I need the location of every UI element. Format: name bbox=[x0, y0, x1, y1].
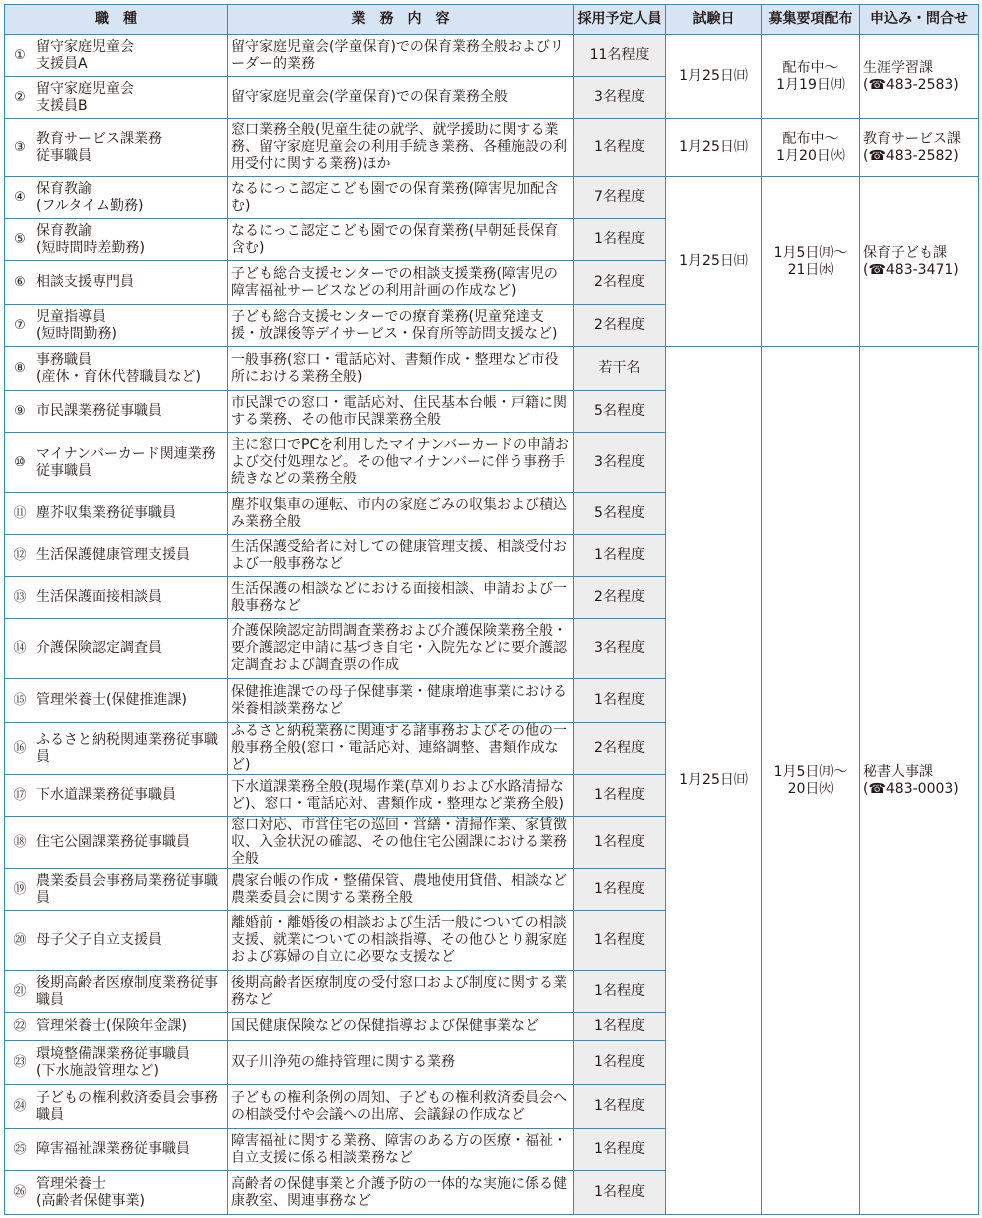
distribution-cell: 配布中～ 1月20日㈫ bbox=[762, 119, 860, 177]
job-cell bbox=[5, 1171, 228, 1215]
count-cell: 1名程度 bbox=[574, 911, 666, 971]
row-number: ㉔ bbox=[13, 1099, 27, 1114]
job-cell bbox=[5, 35, 228, 77]
duty-cell: 介護保険認定訪問調査業務および介護保険業務全般・要介護認定申請に基づき自宅・入院先などに要介護認定調査および調査票の作成 bbox=[228, 619, 574, 679]
table-row bbox=[5, 35, 979, 77]
job-title: 管理栄養士 (高齢者保健事業) bbox=[36, 1175, 145, 1209]
count-cell: 2名程度 bbox=[574, 305, 666, 347]
job-cell bbox=[5, 911, 228, 971]
duty-cell: 一般事務(窓口・電話応対、書類作成・整理など市役所における業務全般) bbox=[228, 347, 574, 391]
job-title: 障害福祉課業務従事職員 bbox=[36, 1141, 190, 1157]
duty-cell: 市民課での窓口・電話応対、住民基本台帳・戸籍に関する業務、その他市民課業務全般 bbox=[228, 391, 574, 433]
job-title: ふるさと納税関連業務従事職員 bbox=[36, 731, 218, 765]
header-exam: 試験日 bbox=[666, 5, 762, 35]
job-cell bbox=[5, 77, 228, 119]
exam-cell: 1月25日㈰ bbox=[666, 177, 762, 347]
header-count: 採用予定人員 bbox=[574, 5, 666, 35]
row-number: ③ bbox=[14, 140, 26, 155]
row-number: ⑳ bbox=[13, 933, 27, 948]
table-row bbox=[5, 119, 979, 177]
row-number: ⑨ bbox=[14, 404, 26, 419]
job-title: 事務職員 (産休・育休代替職員など) bbox=[36, 351, 201, 385]
row-number: ⑭ bbox=[13, 641, 27, 656]
duty-cell: 子ども総合支援センターでの相談支援業務(障害児の障害福祉サービスなどの利用計画の作成など) bbox=[228, 261, 574, 305]
job-cell bbox=[5, 869, 228, 911]
job-cell bbox=[5, 817, 228, 869]
distribution-cell: 配布中～ 1月19日㈪ bbox=[762, 35, 860, 119]
exam-cell: 1月25日㈰ bbox=[666, 119, 762, 177]
job-cell bbox=[5, 493, 228, 535]
job-cell bbox=[5, 619, 228, 679]
row-number: ⑬ bbox=[13, 590, 27, 605]
job-cell bbox=[5, 1129, 228, 1171]
duty-cell: 塵芥収集車の運転、市内の家庭ごみの収集および積込み業務全般 bbox=[228, 493, 574, 535]
count-cell: 1名程度 bbox=[574, 1013, 666, 1041]
job-cell bbox=[5, 219, 228, 261]
row-number: ㉕ bbox=[13, 1142, 27, 1157]
count-cell: 2名程度 bbox=[574, 261, 666, 305]
job-cell bbox=[5, 391, 228, 433]
job-cell bbox=[5, 535, 228, 577]
job-title: 留守家庭児童会 支援員B bbox=[36, 80, 134, 114]
row-number: ㉑ bbox=[13, 984, 27, 999]
duty-cell: 離婚前・離婚後の相談および生活一般についての相談支援、就業についての相談指導、その他ひとり親家庭および寡婦の自立に必要な支援など bbox=[228, 911, 574, 971]
header-job: 職 種 bbox=[5, 5, 228, 35]
job-title: 生活保護面接相談員 bbox=[36, 589, 162, 605]
count-cell: 7名程度 bbox=[574, 177, 666, 219]
job-title: 市民課業務従事職員 bbox=[36, 403, 162, 419]
job-cell bbox=[5, 1013, 228, 1041]
job-title: マイナンバーカード関連業務従事職員 bbox=[36, 445, 216, 479]
count-cell: 1名程度 bbox=[574, 1041, 666, 1085]
duty-cell: 生活保護受給者に対しての健康管理支援、相談受付および一般事務など bbox=[228, 535, 574, 577]
count-cell: 5名程度 bbox=[574, 391, 666, 433]
recruitment-table bbox=[4, 4, 979, 1215]
job-cell bbox=[5, 261, 228, 305]
job-cell bbox=[5, 723, 228, 775]
contact-cell: 保育子ども課 (☎483-3471) bbox=[860, 177, 979, 347]
count-cell: 3名程度 bbox=[574, 433, 666, 493]
job-title: 教育サービス課業務 従事職員 bbox=[36, 130, 162, 164]
job-cell bbox=[5, 577, 228, 619]
job-cell bbox=[5, 1085, 228, 1129]
row-number: ⑰ bbox=[13, 788, 27, 803]
count-cell: 1名程度 bbox=[574, 971, 666, 1013]
table-header-row bbox=[5, 5, 979, 35]
count-cell: 1名程度 bbox=[574, 119, 666, 177]
job-title: 介護保険認定調査員 bbox=[36, 640, 162, 656]
count-cell: 1名程度 bbox=[574, 1129, 666, 1171]
row-number: ⑫ bbox=[13, 548, 27, 563]
duty-cell: 留守家庭児童会(学童保育)での保育業務全般およびリーダー的業務 bbox=[228, 35, 574, 77]
row-number: ⑥ bbox=[14, 275, 26, 290]
row-number: ㉖ bbox=[13, 1185, 27, 1200]
job-title: 相談支援専門員 bbox=[36, 274, 134, 290]
table-row bbox=[5, 177, 979, 219]
job-cell bbox=[5, 119, 228, 177]
duty-cell: 下水道課業務全般(現場作業(草刈りおよび水路清掃など)、窓口・電話応対、書類作成・整理など業務全般) bbox=[228, 775, 574, 817]
duty-cell: 子どもの権利条例の周知、子どもの権利救済委員会への相談受付や会議への出席、会議録の作成など bbox=[228, 1085, 574, 1129]
duty-cell: 高齢者の保健事業と介護予防の一体的な実施に係る健康教室、関連事務など bbox=[228, 1171, 574, 1215]
count-cell: 11名程度 bbox=[574, 35, 666, 77]
duty-cell: 障害福祉に関する業務、障害のある方の医療・福祉・自立支援に係る相談業務など bbox=[228, 1129, 574, 1171]
count-cell: 3名程度 bbox=[574, 77, 666, 119]
duty-cell: 農家台帳の作成・整備保管、農地使用貸借、相談など農業委員会に関する業務全般 bbox=[228, 869, 574, 911]
duty-cell: 留守家庭児童会(学童保育)での保育業務全般 bbox=[228, 77, 574, 119]
count-cell: 若干名 bbox=[574, 347, 666, 391]
duty-cell: 双子川浄苑の維持管理に関する業務 bbox=[228, 1041, 574, 1085]
job-cell bbox=[5, 347, 228, 391]
row-number: ㉒ bbox=[13, 1019, 27, 1034]
job-title: 下水道課業務従事職員 bbox=[36, 787, 176, 803]
duty-cell: 後期高齢者医療制度の受付窓口および制度に関する業務など bbox=[228, 971, 574, 1013]
exam-cell: 1月25日㈰ bbox=[666, 347, 762, 1215]
duty-cell: なるにっこ認定こども園での保育業務(早朝延長保育含む) bbox=[228, 219, 574, 261]
contact-cell: 生涯学習課 (☎483-2583) bbox=[860, 35, 979, 119]
count-cell: 1名程度 bbox=[574, 535, 666, 577]
duty-cell: ふるさと納税業務に関連する諸事務およびその他の一般事務全般(窓口・電話応対、連絡調整、書類作成など) bbox=[228, 723, 574, 775]
job-title: 母子父子自立支援員 bbox=[36, 932, 162, 948]
count-cell: 1名程度 bbox=[574, 1171, 666, 1215]
row-number: ⑩ bbox=[14, 455, 26, 470]
count-cell: 1名程度 bbox=[574, 869, 666, 911]
row-number: ⑤ bbox=[14, 232, 26, 247]
job-cell bbox=[5, 679, 228, 723]
job-cell bbox=[5, 177, 228, 219]
row-number: ⑧ bbox=[14, 361, 26, 376]
job-title: 住宅公園課業務従事職員 bbox=[36, 834, 190, 850]
job-cell bbox=[5, 433, 228, 493]
count-cell: 1名程度 bbox=[574, 679, 666, 723]
header-contact: 申込み・問合せ bbox=[860, 5, 979, 35]
duty-cell: 子ども総合支援センターでの療育業務(児童発達支援・放課後等デイサービス・保育所等訪問支援など) bbox=[228, 305, 574, 347]
row-number: ⑱ bbox=[13, 835, 27, 850]
duty-cell: 窓口業務全般(児童生徒の就学、就学援助に関する業務、留守家庭児童会の利用手続き業務、各種施設の利用受付に関する業務)ほか bbox=[228, 119, 574, 177]
distribution-cell: 1月5日㈪～ 20日㈫ bbox=[762, 347, 860, 1215]
table-row bbox=[5, 347, 979, 391]
job-title: 生活保護健康管理支援員 bbox=[36, 547, 190, 563]
job-cell bbox=[5, 775, 228, 817]
job-title: 保育教諭 (短時間時差勤務) bbox=[36, 222, 145, 256]
duty-cell: 生活保護の相談などにおける面接相談、申請および一般事務など bbox=[228, 577, 574, 619]
count-cell: 1名程度 bbox=[574, 1085, 666, 1129]
count-cell: 2名程度 bbox=[574, 577, 666, 619]
row-number: ㉓ bbox=[13, 1055, 27, 1070]
duty-cell: なるにっこ認定こども園での保育業務(障害児加配含む) bbox=[228, 177, 574, 219]
duty-cell: 窓口対応、市営住宅の巡回・営繕・清掃作業、家賃徴収、入金状況の確認、その他住宅公園課における業務全般 bbox=[228, 817, 574, 869]
count-cell: 2名程度 bbox=[574, 723, 666, 775]
count-cell: 3名程度 bbox=[574, 619, 666, 679]
row-number: ⑦ bbox=[14, 318, 26, 333]
job-cell bbox=[5, 1041, 228, 1085]
duty-cell: 国民健康保険などの保健指導および保健事業など bbox=[228, 1013, 574, 1041]
job-title: 管理栄養士(保険年金課) bbox=[36, 1018, 187, 1034]
count-cell: 1名程度 bbox=[574, 775, 666, 817]
row-number: ⑮ bbox=[13, 693, 27, 708]
row-number: ① bbox=[14, 48, 26, 63]
row-number: ④ bbox=[14, 190, 26, 205]
contact-cell: 秘書人事課 (☎483-0003) bbox=[860, 347, 979, 1215]
row-number: ⑲ bbox=[13, 882, 27, 897]
count-cell: 1名程度 bbox=[574, 219, 666, 261]
header-duty: 業 務 内 容 bbox=[228, 5, 574, 35]
job-title: 児童指導員 (短時間勤務) bbox=[36, 308, 117, 342]
row-number: ⑪ bbox=[13, 506, 27, 521]
job-title: 環境整備課業務従事職員 (下水施設管理など) bbox=[36, 1045, 190, 1079]
duty-cell: 保健推進課での母子保健事業・健康増進事業における栄養相談業務など bbox=[228, 679, 574, 723]
row-number: ⑯ bbox=[13, 741, 27, 756]
job-title: 塵芥収集業務従事職員 bbox=[36, 505, 176, 521]
job-cell bbox=[5, 305, 228, 347]
job-cell bbox=[5, 971, 228, 1013]
job-title: 後期高齢者医療制度業務従事職員 bbox=[36, 974, 218, 1008]
distribution-cell: 1月5日㈪～ 21日㈬ bbox=[762, 177, 860, 347]
duty-cell: 主に窓口でPCを利用したマイナンバーカードの申請および交付処理など。その他マイナンバーに伴う事務手続きなどの業務全般 bbox=[228, 433, 574, 493]
exam-cell: 1月25日㈰ bbox=[666, 35, 762, 119]
job-title: 管理栄養士(保健推進課) bbox=[36, 692, 187, 708]
row-number: ② bbox=[14, 90, 26, 105]
job-title: 農業委員会事務局業務従事職員 bbox=[36, 872, 218, 906]
job-title: 保育教諭 (フルタイム勤務) bbox=[36, 180, 144, 214]
job-title: 子どもの権利救済委員会事務職員 bbox=[36, 1089, 218, 1123]
count-cell: 5名程度 bbox=[574, 493, 666, 535]
job-title: 留守家庭児童会 支援員A bbox=[36, 38, 134, 72]
header-distribution: 募集要項配布 bbox=[762, 5, 860, 35]
contact-cell: 教育サービス課 (☎483-2582) bbox=[860, 119, 979, 177]
count-cell: 1名程度 bbox=[574, 817, 666, 869]
